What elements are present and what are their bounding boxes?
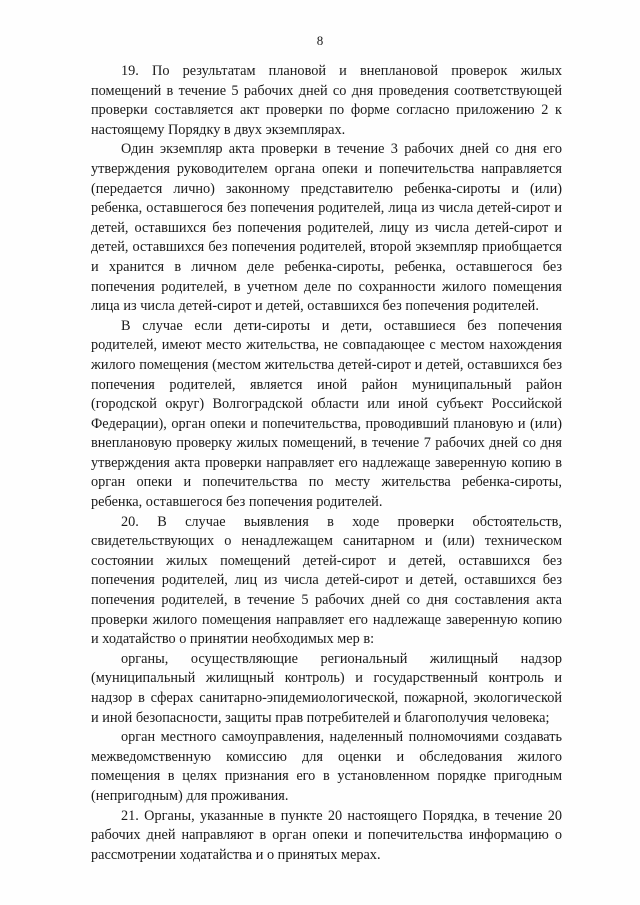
paragraph-21: 21. Органы, указанные в пункте 20 настоящего Порядка, в течение 20 рабочих дней направляют в орган опеки и попечительства информацию о рассмотрении ходатайства и о принятых мерах. [91, 807, 562, 863]
paragraph-19-copy-distribution: Один экземпляр акта проверки в течение 3 рабочих дней со дня его утверждения руководителем органа опеки и попечительства направляется (передается лично) законному представителю ребенка-сироты и (или) ребенка, оставшегося без попечения родителей, лица из числа детей-сирот и детей, оставшихся без попечения родителей, лицу из числа детей-сирот и детей, оставшихся без попечения родителей, второй экземпляр приобщается и хранится в личном деле ребенка-сироты, ребенка, оставшегося без попечения родителей, в учетном деле по сохранности жилого помещения лица из числа детей-сирот и детей, оставшихся без попечения родителей. [91, 141, 562, 315]
paragraph-19: 19. По результатам плановой и внеплановой проверок жилых помещений в течение 5 рабочих дней со дня проведения соответствующей проверки составляется акт проверки по форме согласно приложению 2 к настоящему Порядку в двух экземплярах. [91, 63, 562, 138]
paragraph-20-supervisory-bodies: органы, осуществляющие региональный жилищный надзор (муниципальный жилищный контроль) и государственный контроль и надзор в сферах санитарно-эпидемиологической, пожарной, экологической и иной безопасности, защиты прав потребителей и благополучия человека; [91, 650, 562, 726]
paragraph-20: 20. В случае выявления в ходе проверки обстоятельств, свидетельствующих о ненадлежащем санитарном и (или) техническом состоянии жилых помещений детей-сирот и детей, оставшихся без попечения родителей, лиц из числа детей-сирот и детей, оставшихся без попечения родителей, в течение 5 рабочих дней со дня составления акта проверки жилого помещения направляет его надлежаще заверенную копию и ходатайство о принятии необходимых мер в: [91, 513, 562, 648]
paragraph-19-other-residence: В случае если дети-сироты и дети, оставшиеся без попечения родителей, имеют место жительства, не совпадающее с местом нахождения жилого помещения (местом жительства детей-сирот и детей, оставшихся без попечения родителей, является иной район муниципальный район (городской округ) Волгоградской области или иной субъект Российской Федерации), орган опеки и попечительства, проводивший плановую и (или) внеплановую проверку жилых помещений, в течение 7 рабочих дней со дня утверждения акта проверки направляет его надлежаще заверенную копию в орган опеки и попечительства по месту жительства ребенка-сироты, ребенка, оставшегося без попечения родителей. [91, 317, 562, 511]
paragraph-20-local-government: орган местного самоуправления, наделенный полномочиями создавать межведомственную комиссию для оценки и обследования жилого помещения в целях признания его в установленном порядке пригодным (непригодным) для проживания. [91, 729, 562, 804]
page-number: 8 [316, 33, 324, 48]
document-body [91, 62, 562, 865]
